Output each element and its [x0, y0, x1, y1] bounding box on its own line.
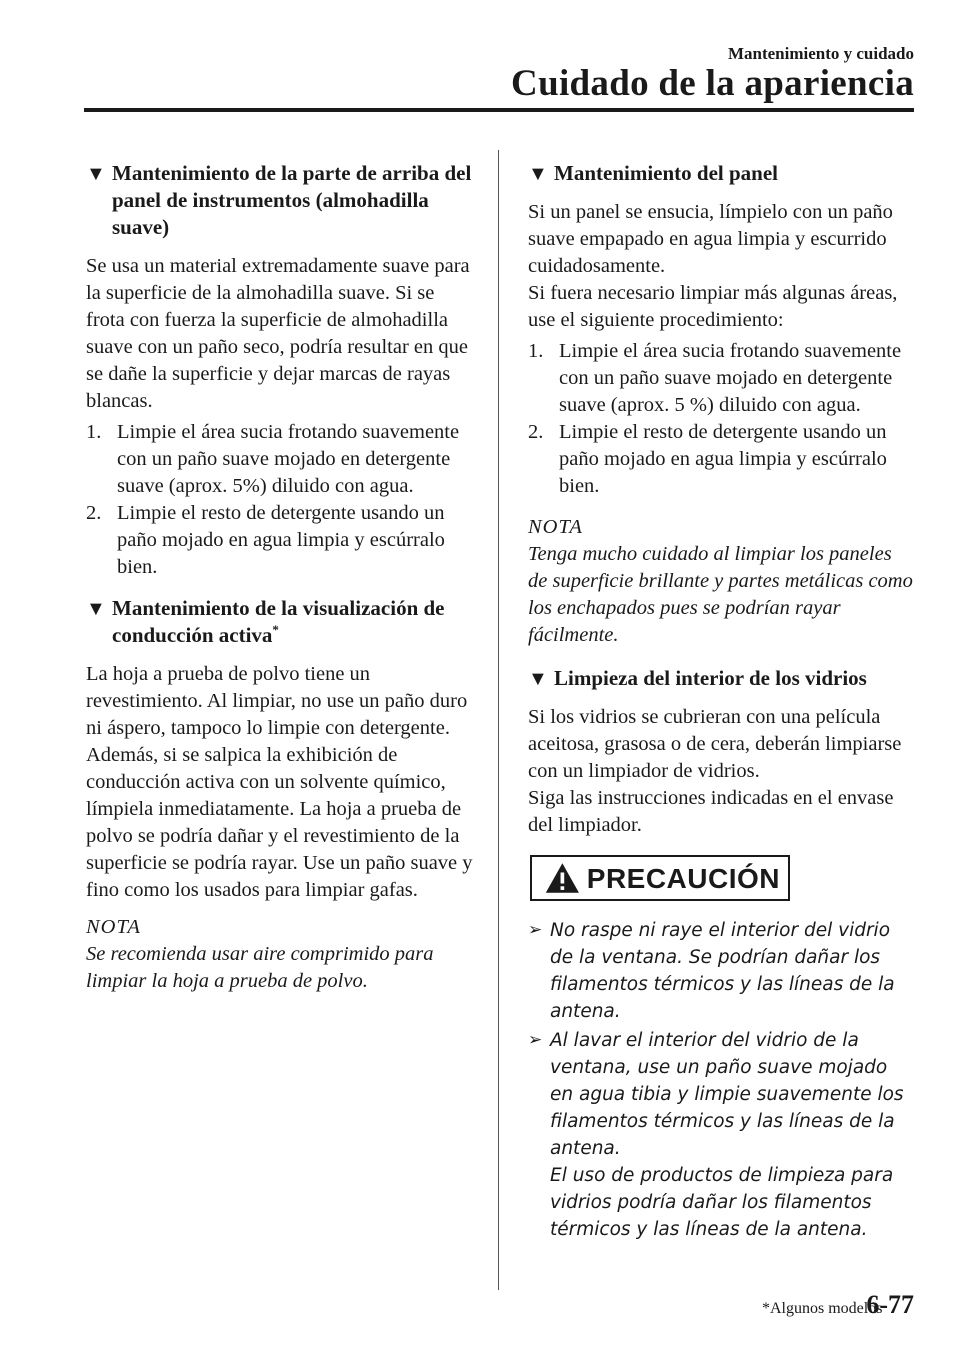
step-text: Limpie el resto de detergente usando un paño mojado en agua limpia y escúrralo bien.	[559, 421, 887, 497]
steps-list	[86, 419, 478, 581]
left-column	[86, 160, 478, 1011]
caution-text: Al lavar el interior del vidrio de la ventana, use un paño suave mojado en agua tibia y limpie suavemente los filamentos térmicos y las líneas de la antena.	[550, 1030, 904, 1159]
step-text: Limpie el área sucia frotando suavemente con un paño suave mojado en detergente suave (aprox. 5 %) diluido con agua.	[559, 340, 902, 416]
list-item	[528, 419, 916, 500]
section-heading-glass	[528, 665, 916, 692]
header-chapter-title: Cuidado de la apariencia	[511, 63, 914, 104]
note-block	[86, 914, 478, 995]
triangle-bullet-icon: ▼	[86, 598, 106, 620]
triangle-bullet-icon: ▼	[528, 163, 548, 185]
caution-extra-text: El uso de productos de limpieza para vidrios podría dañar los filamentos térmicos y las líneas de la antena.	[550, 1165, 894, 1240]
triangle-bullet-icon: ▼	[86, 163, 106, 185]
heading-text: Mantenimiento del panel	[554, 161, 778, 185]
steps-list	[528, 338, 916, 500]
note-label: NOTA	[86, 916, 141, 938]
footnote-text: *Algunos modelos	[762, 1300, 883, 1317]
note-text: Se recomienda usar aire comprimido para limpiar la hoja a prueba de polvo.	[86, 943, 434, 992]
caution-box	[530, 855, 790, 901]
list-item	[528, 1027, 916, 1243]
note-label: NOTA	[528, 516, 583, 538]
caution-label: PRECAUCIÓN	[586, 862, 780, 894]
body-paragraph: Si un panel se ensucia, límpielo con un paño suave empapado en agua limpia y escurrido cuidadosamente.	[528, 201, 893, 277]
heading-text: Mantenimiento de la visualización de conducción activa	[112, 596, 445, 647]
arrow-bullet-icon: ➢	[528, 920, 543, 940]
section-heading-soft-pad	[86, 160, 478, 241]
heading-text: Limpieza del interior de los vidrios	[554, 666, 867, 690]
right-column	[528, 160, 916, 1245]
body-paragraph: Siga las instrucciones indicadas en el envase del limpiador.	[528, 787, 894, 836]
triangle-bullet-icon: ▼	[528, 668, 548, 690]
header-section-title: Mantenimiento y cuidado	[727, 44, 914, 63]
step-text: Limpie el área sucia frotando suavemente con un paño suave mojado en detergente suave (aprox. 5%) diluido con agua.	[117, 421, 460, 497]
section-heading-panel	[528, 160, 916, 187]
list-item	[528, 338, 916, 419]
list-item	[86, 500, 478, 581]
body-paragraph: Si fuera necesario limpiar más algunas áreas, use el siguiente procedimiento:	[528, 282, 898, 331]
step-number: 2.	[528, 421, 544, 443]
list-item	[86, 419, 478, 500]
page-number: 6-77	[866, 1290, 914, 1319]
step-text: Limpie el resto de detergente usando un paño mojado en agua limpia y escúrralo bien.	[117, 502, 445, 578]
arrow-bullet-icon: ➢	[528, 1030, 543, 1050]
body-paragraph: Se usa un material extremadamente suave para la superficie de la almohadilla suave. Si se frota con fuerza la superficie de almohadilla suave con un paño seco, podría resultar en que se dañe la superficie y dejar marcas de rayas blancas.	[86, 255, 470, 412]
body-paragraph: La hoja a prueba de polvo tiene un revestimiento. Al limpiar, no use un paño duro ni áspero, tampoco lo limpie con detergente. Además, si se salpica la exhibición de conducción activa con un solvente químico, límpiela inmediatamente. La hoja a prueba de polvo se podría dañar y el revestimiento de la superficie se podría rayar. Use un paño suave y fino como los usados para limpiar gafas.	[86, 663, 473, 901]
footnote-mark: *	[272, 622, 279, 637]
caution-list	[528, 917, 916, 1243]
note-text: Tenga mucho cuidado al limpiar los paneles de superficie brillante y partes metálicas como los enchapados pues se podrían rayar fácilmente.	[528, 543, 913, 646]
warning-triangle-icon	[544, 861, 581, 895]
list-item	[528, 917, 916, 1025]
step-number: 1.	[86, 421, 102, 443]
caution-text: No raspe ni raye el interior del vidrio de la ventana. Se podrían dañar los filamentos térmicos y las líneas de la antena.	[550, 920, 895, 1022]
step-number: 1.	[528, 340, 544, 362]
heading-text: Mantenimiento de la parte de arriba del panel de instrumentos (almohadilla suave)	[112, 161, 472, 239]
section-heading-active-display	[86, 595, 478, 649]
body-paragraph: Si los vidrios se cubrieran con una película aceitosa, grasosa o de cera, deberán limpiarse con un limpiador de vidrios.	[528, 706, 902, 782]
step-number: 2.	[86, 502, 102, 524]
header-rule	[84, 108, 914, 112]
column-divider	[498, 150, 499, 1290]
note-block	[528, 514, 916, 649]
